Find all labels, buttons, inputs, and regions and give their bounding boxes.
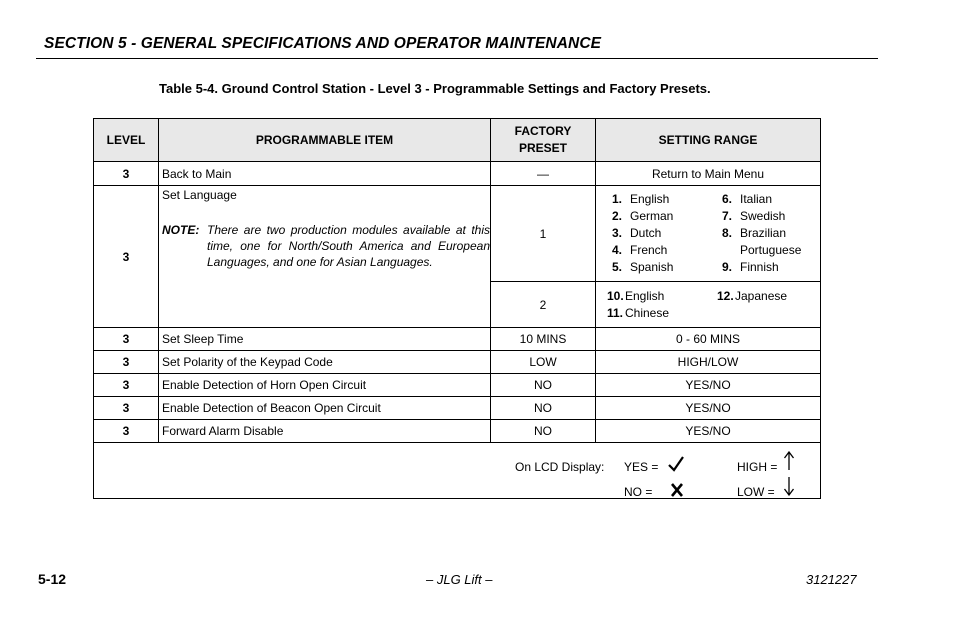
row-preset: NO (491, 374, 596, 397)
language-option (607, 305, 717, 322)
row-item: Forward Alarm Disable (159, 420, 491, 443)
row-range: YES/NO (596, 397, 821, 420)
row-range: YES/NO (596, 374, 821, 397)
language-name: Portuguese (740, 243, 802, 257)
row-level: 3 (94, 162, 159, 186)
table-row (94, 162, 821, 186)
row-level: 3 (94, 397, 159, 420)
language-option (722, 242, 832, 259)
row-item: Set Language (162, 188, 237, 202)
legend-yes: YES = (624, 460, 659, 474)
row-range: 0 - 60 MINS (596, 328, 821, 351)
row-preset: NO (491, 420, 596, 443)
language-name: Dutch (630, 226, 662, 240)
language-option (722, 191, 832, 208)
row-range: YES/NO (596, 420, 821, 443)
settings-table (93, 118, 821, 499)
table-row (94, 351, 821, 374)
language-name: Italian (740, 192, 773, 206)
table-caption: Table 5-4. Ground Control Station - Level 3 - Programmable Settings and Factory Presets. (159, 81, 711, 96)
language-name: German (630, 209, 674, 223)
row-level: 3 (94, 328, 159, 351)
module1-languages (596, 186, 821, 282)
row-preset: NO (491, 397, 596, 420)
language-note (162, 222, 490, 270)
header-factory-preset: FACTORY PRESET (491, 119, 596, 162)
legend-label: On LCD Display: (515, 460, 605, 474)
table-row (94, 374, 821, 397)
section-title: SECTION 5 - GENERAL SPECIFICATIONS AND OPERATOR MAINTENANCE (44, 35, 602, 52)
language-number: 9. (722, 260, 733, 274)
row-item: Enable Detection of Beacon Open Circuit (159, 397, 491, 420)
table-row-language (94, 186, 821, 282)
header-programmable-item: PROGRAMMABLE ITEM (159, 119, 491, 162)
header-setting-range: SETTING RANGE (596, 119, 821, 162)
row-level: 3 (94, 420, 159, 443)
row-range: HIGH/LOW (596, 351, 821, 374)
module2-preset: 2 (491, 282, 596, 328)
table-row (94, 397, 821, 420)
language-number: 12. (717, 288, 734, 303)
language-number (722, 242, 740, 259)
checkmark-icon (667, 455, 685, 473)
language-number: 11. (607, 305, 624, 320)
arrow-down-icon (783, 476, 795, 496)
language-name: Japanese (735, 288, 788, 303)
arrow-up-icon (783, 451, 795, 471)
document-number: 3121227 (806, 572, 857, 587)
header-rule (36, 58, 878, 59)
language-option (612, 259, 722, 276)
module2-languages (596, 282, 821, 328)
row-level: 3 (94, 351, 159, 374)
language-option (722, 259, 832, 276)
language-number: 4. (612, 243, 623, 257)
language-option (612, 225, 722, 242)
language-option (612, 208, 722, 225)
row-level: 3 (94, 374, 159, 397)
legend-no: NO = (624, 485, 653, 499)
row-preset: 10 MINS (491, 328, 596, 351)
language-option (612, 242, 722, 259)
row-item: Enable Detection of Horn Open Circuit (159, 374, 491, 397)
row-range: Return to Main Menu (596, 162, 821, 186)
row-item: Set Sleep Time (159, 328, 491, 351)
language-number: 5. (612, 260, 623, 274)
language-item-cell (159, 186, 491, 328)
row-item: Back to Main (159, 162, 491, 186)
table-header-row (94, 119, 821, 162)
legend-low: LOW = (737, 485, 775, 499)
header-level: LEVEL (94, 119, 159, 162)
language-name: Spanish (630, 260, 674, 274)
language-name: Chinese (625, 305, 670, 320)
language-option (612, 191, 722, 208)
language-number: 2. (612, 209, 623, 223)
language-option (722, 208, 832, 225)
row-level: 3 (94, 186, 159, 328)
table-row (94, 420, 821, 443)
language-number: 8. (722, 226, 733, 240)
table-row (94, 328, 821, 351)
note-label: NOTE: (162, 223, 200, 237)
language-number: 6. (722, 192, 733, 206)
legend-cell (94, 443, 821, 499)
language-name: Finnish (740, 260, 779, 274)
row-item: Set Polarity of the Keypad Code (159, 351, 491, 374)
language-option (717, 288, 827, 305)
language-option (722, 225, 832, 242)
language-option (717, 305, 827, 322)
language-name: English (625, 288, 665, 303)
language-name: English (630, 192, 670, 206)
row-preset: LOW (491, 351, 596, 374)
language-option (607, 288, 717, 305)
row-preset: — (491, 162, 596, 186)
language-number: 1. (612, 192, 623, 206)
module1-preset: 1 (491, 186, 596, 282)
language-name: Brazilian (740, 226, 787, 240)
language-name: Swedish (740, 209, 786, 223)
language-number: 10. (607, 288, 624, 303)
language-number (717, 305, 735, 322)
page-number: 5-12 (38, 571, 67, 587)
language-number: 7. (722, 209, 733, 223)
language-name: French (630, 243, 668, 257)
footer-publisher: – JLG Lift – (426, 572, 493, 587)
x-mark-icon (670, 482, 684, 498)
legend-high: HIGH = (737, 460, 778, 474)
note-text: There are two production modules available at this time, one for North/South America and European Languages, and one for Asian Languages. (207, 223, 490, 269)
language-number: 3. (612, 226, 623, 240)
legend-row (94, 443, 821, 499)
